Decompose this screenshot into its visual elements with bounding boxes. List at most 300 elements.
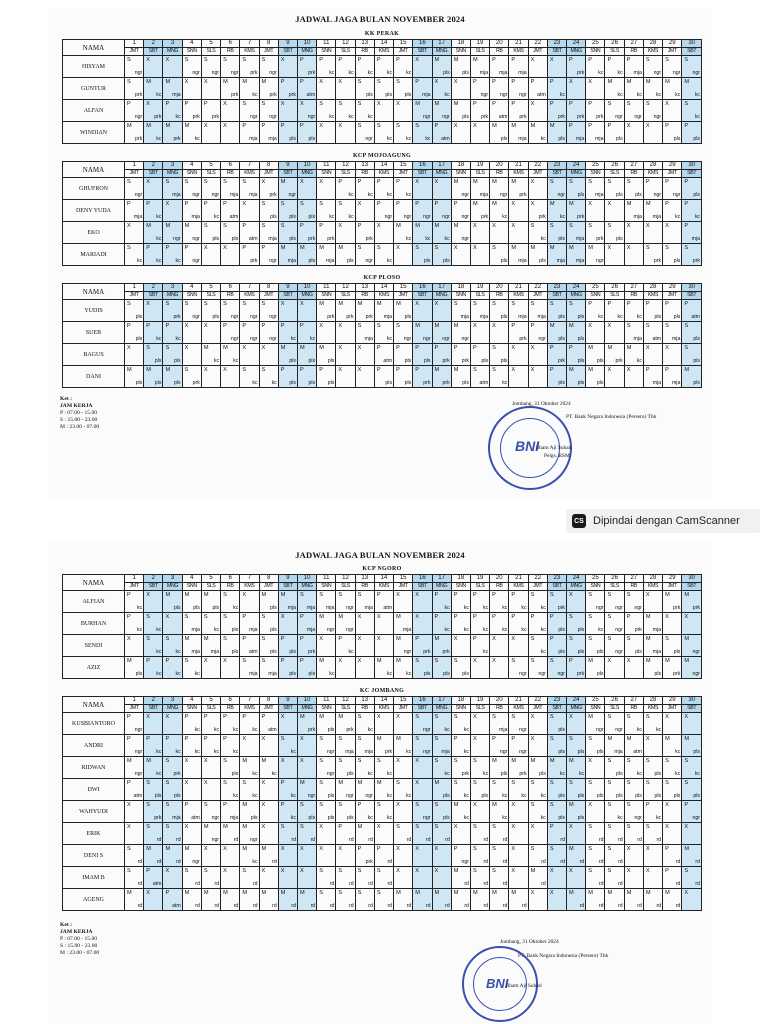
shift-location: rd [137, 903, 143, 909]
shift-cell [144, 200, 163, 222]
shift-cell [297, 591, 316, 613]
shift-location: kc [252, 793, 258, 799]
shift-cell [144, 735, 163, 757]
shift-code: P [684, 123, 689, 129]
shift-code: P [146, 736, 150, 742]
shift-cell [297, 300, 316, 322]
shift-code: X [203, 79, 208, 85]
day-number-header: 17 [432, 284, 451, 292]
shift-location: pls [462, 671, 469, 677]
shift-cell [470, 867, 489, 889]
shift-cell [259, 244, 278, 266]
shift-cell [643, 635, 662, 657]
shift-cell [201, 122, 220, 144]
shift-location: kc [598, 627, 604, 633]
table-row [63, 322, 702, 344]
shift-location: rd [675, 881, 681, 887]
shift-code: X [415, 846, 420, 852]
shift-cell [374, 613, 393, 635]
shift-code: S [299, 592, 304, 598]
shift-cell [547, 200, 566, 222]
shift-cell [317, 56, 336, 78]
shift-cell [221, 757, 240, 779]
shift-cell [336, 300, 355, 322]
shift-code: P [376, 345, 381, 351]
shift-code: S [453, 301, 458, 307]
shift-cell [490, 122, 509, 144]
shift-cell [432, 713, 451, 735]
shift-location: mja [249, 192, 258, 198]
shift-code: M [434, 636, 440, 642]
day-number-header: 15 [394, 40, 413, 48]
shift-cell [567, 344, 586, 366]
shift-location: ngr [134, 727, 143, 733]
shift-cell [413, 200, 432, 222]
legend-item-p: P : 07.00 - 15.00 [60, 936, 98, 942]
shift-code: P [569, 345, 573, 351]
shift-location: ngr [615, 627, 623, 633]
shift-cell [394, 344, 413, 366]
shift-location: pls [135, 671, 143, 677]
shift-cell [144, 889, 163, 911]
shift-code: M [319, 245, 324, 251]
shift-cell [221, 244, 240, 266]
shift-cell [605, 757, 624, 779]
day-number-header: 17 [432, 697, 451, 705]
shift-location: kc [559, 92, 566, 98]
staff-name: GUNTUR [63, 78, 125, 100]
shift-code: M [357, 780, 363, 786]
shift-code: M [453, 179, 459, 185]
shift-cell [509, 757, 528, 779]
shift-cell [125, 757, 144, 779]
shift-code: X [665, 345, 669, 351]
shift-code: S [280, 824, 285, 830]
shift-cell [586, 366, 605, 388]
shift-cell [451, 322, 470, 344]
shift-code: X [453, 636, 458, 642]
shift-cell [567, 100, 586, 122]
shift-code: X [607, 245, 612, 251]
shift-code: X [569, 592, 573, 598]
shift-code: S [223, 780, 227, 786]
shift-code: S [453, 658, 458, 664]
shift-cell [355, 222, 374, 244]
shift-code: S [223, 614, 227, 620]
shift-location: kc [213, 749, 220, 755]
shift-cell [663, 344, 682, 366]
shift-cell [221, 366, 240, 388]
shift-cell [624, 867, 643, 889]
shift-code: S [261, 367, 266, 373]
day-number-header: 25 [586, 162, 605, 170]
weekday-header: KMS [509, 705, 528, 713]
shift-code: S [127, 179, 131, 185]
shift-cell [451, 779, 470, 801]
day-number-header: 5 [201, 575, 220, 583]
shift-location: rd [579, 859, 585, 865]
shift-location: mja [575, 136, 585, 142]
day-number-header: 19 [470, 162, 489, 170]
weekday-header: SLS [470, 170, 489, 178]
weekday-header: SLS [201, 583, 220, 591]
shift-cell [586, 322, 605, 344]
shift-location: kc [271, 380, 277, 386]
shift-cell [413, 344, 432, 366]
shift-cell [432, 56, 451, 78]
shift-cell [528, 613, 547, 635]
weekday-header: RB [490, 705, 509, 713]
shift-code: S [338, 890, 343, 896]
day-number-header: 7 [240, 284, 259, 292]
shift-code: P [588, 101, 592, 107]
shift-location: mja [595, 136, 604, 142]
shift-cell [470, 845, 489, 867]
shift-cell [470, 122, 489, 144]
shift-cell [682, 757, 702, 779]
shift-code: S [472, 868, 477, 874]
day-number-header: 25 [586, 284, 605, 292]
shift-location: prk [692, 605, 700, 611]
shift-location: ngr [403, 214, 412, 220]
shift-cell [528, 889, 547, 911]
shift-code: S [223, 592, 227, 598]
shift-code: S [492, 846, 496, 852]
day-number-header: 3 [163, 40, 182, 48]
day-number-header: 29 [663, 697, 682, 705]
shift-cell [355, 757, 374, 779]
shift-location: kc [137, 627, 143, 633]
shift-cell [144, 657, 163, 679]
weekday-header: RB [624, 583, 643, 591]
shift-cell [413, 300, 432, 322]
shift-code: M [511, 758, 517, 764]
shift-code: X [165, 201, 170, 207]
shift-cell [586, 344, 605, 366]
shift-cell [336, 366, 355, 388]
shift-location: kc [675, 214, 681, 220]
shift-location: kc [540, 236, 546, 242]
shift-location: kc [213, 727, 220, 733]
shift-code: S [319, 592, 323, 598]
shift-cell [182, 845, 201, 867]
shift-cell [259, 200, 278, 222]
shift-code: S [184, 367, 189, 373]
shift-cell [413, 779, 432, 801]
shift-location: rd [541, 859, 546, 865]
shift-cell [509, 713, 528, 735]
shift-cell [144, 122, 163, 144]
shift-code: S [607, 614, 612, 620]
weekday-header: JMT [528, 48, 547, 56]
shift-code: P [569, 658, 573, 664]
shift-location: ngr [519, 749, 527, 755]
day-number-header: 22 [528, 575, 547, 583]
shift-code: X [530, 890, 535, 896]
shift-cell [643, 845, 662, 867]
shift-location: kc [156, 671, 162, 677]
shift-code: S [530, 223, 535, 229]
shift-cell [355, 635, 374, 657]
shift-code: S [588, 636, 592, 642]
shift-cell [547, 100, 566, 122]
shift-location: pls [673, 793, 681, 799]
shift-cell [624, 779, 643, 801]
shift-cell [413, 591, 432, 613]
shift-location: rd [483, 837, 489, 843]
shift-code: X [472, 123, 477, 129]
shift-cell [451, 178, 470, 200]
shift-cell [470, 591, 489, 613]
shift-code: P [396, 345, 400, 351]
shift-code: M [434, 57, 440, 63]
shift-code: S [203, 614, 208, 620]
shift-cell [394, 779, 413, 801]
shift-code: M [203, 890, 209, 896]
shift-location: ngr [519, 92, 527, 98]
shift-cell [374, 244, 393, 266]
signature-date: Jombang, 31 Oktober 2024 [512, 401, 571, 407]
day-number-header: 1 [125, 162, 144, 170]
shift-location: pls [289, 671, 296, 677]
shift-cell [163, 100, 182, 122]
shift-location: ngr [192, 236, 200, 242]
shift-cell [413, 322, 432, 344]
shift-code: M [280, 890, 286, 896]
shift-cell [201, 178, 220, 200]
shift-code: X [299, 179, 304, 185]
shift-code: S [338, 201, 343, 207]
shift-cell [144, 366, 163, 388]
shift-code: X [626, 868, 631, 874]
shift-code: M [645, 79, 651, 85]
table-row [63, 100, 702, 122]
shift-code: X [146, 57, 150, 63]
shift-location: kc [367, 70, 373, 76]
shift-location: mja [287, 605, 296, 611]
shift-location: ngr [211, 815, 220, 821]
weekday-header: KMS [374, 48, 393, 56]
schedule-table [62, 283, 702, 388]
shift-cell [144, 300, 163, 322]
weekday-header: SNN [182, 292, 201, 300]
shift-location: mja [210, 649, 220, 655]
shift-cell [586, 635, 605, 657]
shift-code: P [127, 714, 131, 720]
shift-location: pls [558, 380, 566, 386]
shift-code: M [280, 345, 286, 351]
shift-cell [451, 222, 470, 244]
shift-location: rd [176, 859, 181, 865]
shift-location: prk [173, 314, 181, 320]
shift-code: M [645, 890, 651, 896]
weekday-header: SBT [682, 48, 702, 56]
legend-ket: Ket : [60, 396, 72, 402]
shift-code: S [492, 780, 496, 786]
shift-cell [663, 78, 682, 100]
shift-cell [336, 344, 355, 366]
weekday-header: SNN [317, 292, 336, 300]
shift-code: P [684, 802, 689, 808]
shift-cell [278, 889, 297, 911]
shift-location: ngr [423, 114, 431, 120]
shift-cell [490, 300, 509, 322]
shift-code: X [261, 802, 266, 808]
shift-location: rd [137, 859, 143, 865]
shift-cell [336, 867, 355, 889]
shift-location: kc [156, 649, 162, 655]
shift-code: P [223, 323, 227, 329]
shift-location: mja [402, 627, 412, 633]
shift-code: M [242, 824, 247, 830]
shift-location: kc [348, 192, 354, 198]
shift-code: P [299, 614, 304, 620]
shift-code: M [492, 758, 497, 764]
shift-code: X [338, 123, 343, 129]
shift-location: mja [671, 380, 681, 386]
shift-cell [682, 867, 702, 889]
shift-code: M [665, 890, 670, 896]
shift-location: rd [406, 903, 412, 909]
shift-cell [682, 889, 702, 911]
shift-cell [317, 823, 336, 845]
weekday-header: MNG [297, 583, 316, 591]
shift-cell [432, 657, 451, 679]
shift-code: M [242, 802, 247, 808]
shift-code: S [280, 223, 285, 229]
shift-code: X [415, 592, 420, 598]
shift-cell [125, 78, 144, 100]
shift-code: S [357, 123, 362, 129]
shift-cell [470, 366, 489, 388]
shift-code: X [223, 367, 227, 373]
shift-cell [297, 322, 316, 344]
shift-location: rd [502, 859, 508, 865]
shift-location: pls [596, 358, 604, 364]
shift-code: X [415, 179, 420, 185]
shift-code: M [434, 780, 440, 786]
shift-location: kc [386, 793, 393, 799]
shift-code: P [376, 179, 381, 185]
shift-location: pls [289, 380, 296, 386]
shift-location: ngr [461, 336, 469, 342]
shift-code: P [607, 123, 612, 129]
shift-location: mja [652, 214, 662, 220]
shift-location: ngr [519, 727, 527, 733]
shift-location: mja [479, 192, 489, 198]
shift-location: rd [310, 837, 316, 843]
weekday-header: SBT [278, 583, 297, 591]
shift-location: pls [481, 358, 489, 364]
shift-code: S [223, 301, 227, 307]
shift-cell [413, 713, 432, 735]
shift-code: M [453, 323, 459, 329]
weekday-header: KMS [643, 583, 662, 591]
shift-cell [394, 757, 413, 779]
shift-location: kc [194, 727, 200, 733]
shift-location: ngr [269, 314, 277, 320]
shift-cell [240, 222, 259, 244]
day-number-header: 6 [221, 284, 240, 292]
weekday-header: RB [355, 170, 374, 178]
shift-cell [567, 244, 586, 266]
weekday-header: SNN [317, 583, 336, 591]
shift-cell [297, 713, 316, 735]
shift-code: P [492, 592, 496, 598]
shift-cell [490, 222, 509, 244]
shift-cell [317, 635, 336, 657]
shift-location: mja [518, 314, 527, 320]
shift-cell [317, 100, 336, 122]
day-number-header: 15 [394, 162, 413, 170]
shift-cell [432, 613, 451, 635]
shift-cell [682, 657, 702, 679]
shift-cell [182, 613, 201, 635]
shift-code: S [569, 636, 573, 642]
day-number-header: 22 [528, 162, 547, 170]
shift-cell [163, 366, 182, 388]
shift-code: S [626, 101, 631, 107]
shift-code: P [146, 658, 150, 664]
shift-location: kc [521, 627, 527, 633]
shift-cell [201, 757, 220, 779]
shift-location: pls [423, 671, 431, 677]
shift-cell [586, 801, 605, 823]
shift-code: M [530, 868, 536, 874]
shift-location: pls [500, 136, 508, 142]
shift-location: pls [539, 258, 546, 264]
shift-location: rd [291, 903, 296, 909]
day-number-header: 21 [509, 162, 528, 170]
shift-code: P [415, 79, 420, 85]
day-number-header: 8 [259, 697, 278, 705]
shift-location: ngr [192, 314, 200, 320]
shift-cell [221, 713, 240, 735]
day-number-header: 4 [182, 162, 201, 170]
weekday-header: SNN [182, 705, 201, 713]
shift-location: rd [541, 881, 546, 887]
shift-location: pls [558, 314, 566, 320]
shift-cell [663, 757, 682, 779]
shift-code: S [261, 57, 266, 63]
shift-cell [182, 78, 201, 100]
weekday-header: SLS [605, 170, 624, 178]
shift-cell [605, 845, 624, 867]
shift-cell [278, 200, 297, 222]
weekday-header: MNG [567, 705, 586, 713]
day-number-header: 7 [240, 162, 259, 170]
shift-code: S [607, 780, 612, 786]
shift-code: S [415, 714, 420, 720]
shift-location: pls [443, 671, 450, 677]
shift-cell [605, 889, 624, 911]
shift-location: pls [654, 671, 662, 677]
nama-header: NAMA [63, 162, 125, 178]
shift-cell [163, 244, 182, 266]
shift-code: S [549, 780, 554, 786]
shift-location: kc [329, 671, 335, 677]
staff-name: WINDIAN [63, 122, 125, 144]
shift-cell [490, 845, 509, 867]
shift-code: X [357, 614, 362, 620]
shift-code: S [453, 780, 458, 786]
shift-cell [586, 56, 605, 78]
shift-cell [336, 735, 355, 757]
shift-code: M [472, 890, 478, 896]
shift-cell [451, 889, 470, 911]
shift-location: prk [307, 236, 316, 242]
weekday-header: SNN [451, 170, 470, 178]
